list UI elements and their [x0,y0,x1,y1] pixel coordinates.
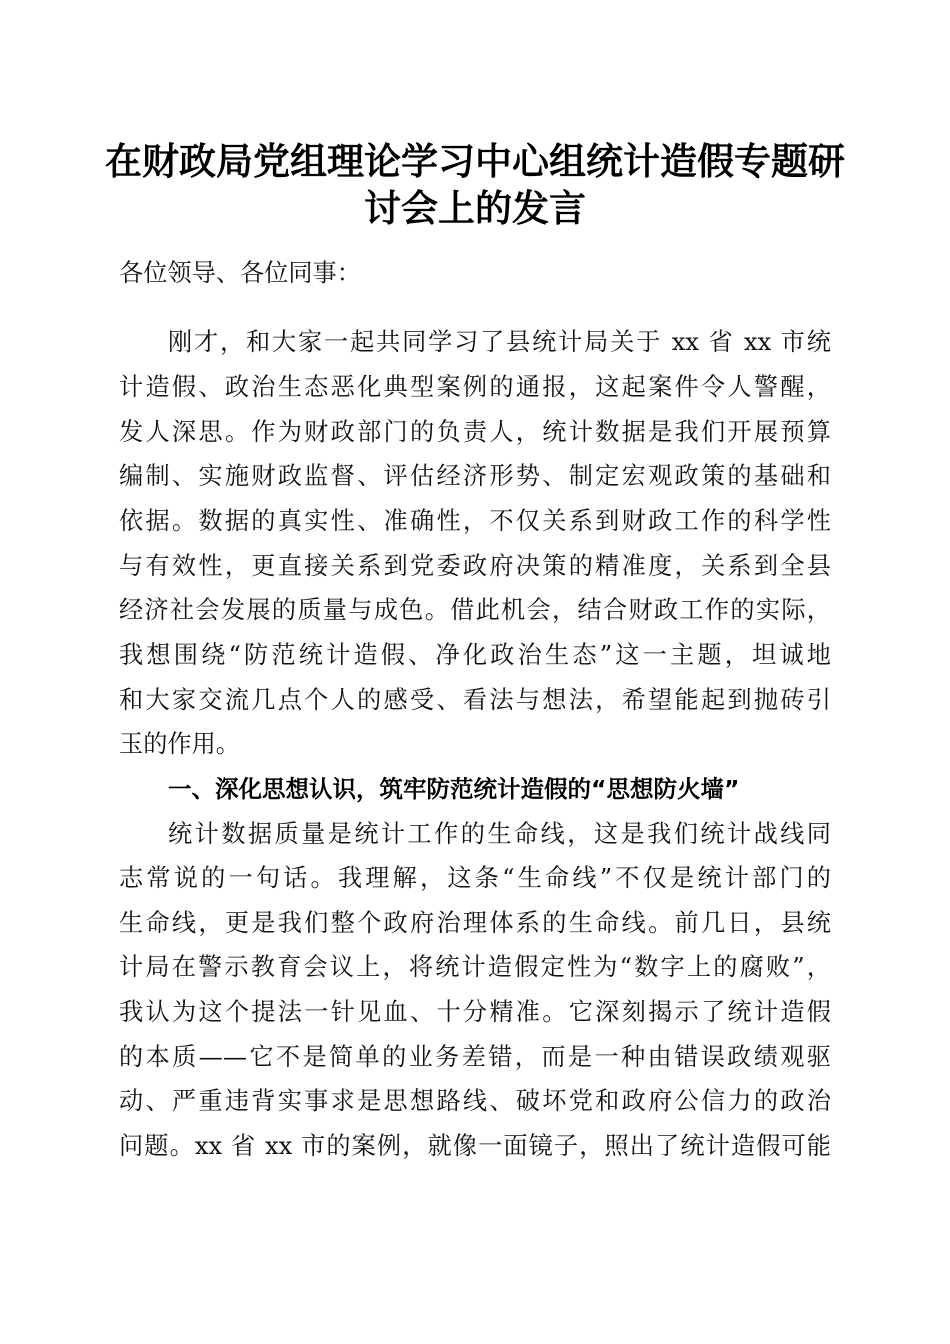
paragraph-2-line: 我认为这个提法一针见血、十分精准。它深刻揭示了统计造假 [119,998,831,1026]
section-1-heading: 一、深化思想认识，筑牢防范统计造假的“思想防火墙” [168,775,740,803]
paragraph-1-line: 玉的作用。 [119,730,240,758]
paragraph-1-line: 与有效性，更直接关系到党委政府决策的精准度，关系到全县 [119,552,831,580]
document-title-line-1: 在财政局党组理论学习中心组统计造假专题研 [105,139,845,183]
paragraph-2-line: 的本质——它不是简单的业务差错，而是一种由错误政绩观驱 [119,1043,831,1071]
paragraph-1-line: 和大家交流几点个人的感受、看法与想法，希望能起到抛砖引 [119,686,831,714]
paragraph-1-line: 发人深思。作为财政部门的负责人，统计数据是我们开展预算 [119,418,831,446]
paragraph-2-line: 动、严重违背实事求是思想路线、破坏党和政府公信力的政治 [119,1087,831,1115]
paragraph-1-line: 经济社会发展的质量与成色。借此机会，结合财政工作的实际， [119,596,831,624]
paragraph-2-line: 生命线，更是我们整个政府治理体系的生命线。前几日，县统 [119,909,831,937]
paragraph-1-line: 刚才，和大家一起共同学习了县统计局关于 xx 省 xx 市统 [168,328,831,356]
paragraph-2-line: 计局在警示教育会议上，将统计造假定性为“数字上的腐败”， [119,953,831,981]
salutation: 各位领导、各位同事： [119,259,361,287]
paragraph-1-line: 我想围绕“防范统计造假、净化政治生态”这一主题，坦诚地 [119,641,831,669]
paragraph-2-line: 志常说的一句话。我理解，这条“生命线”不仅是统计部门的 [119,864,831,892]
paragraph-1-line: 依据。数据的真实性、准确性，不仅关系到财政工作的科学性 [119,507,831,535]
paragraph-1-line: 计造假、政治生态恶化典型案例的通报，这起案件令人警醒， [119,373,831,401]
paragraph-1-line: 编制、实施财政监督、评估经济形势、制定宏观政策的基础和 [119,462,831,490]
paragraph-2-line: 问题。xx 省 xx 市的案例，就像一面镜子，照出了统计造假可能 [119,1132,831,1160]
paragraph-2-line: 统计数据质量是统计工作的生命线，这是我们统计战线同 [168,820,831,848]
document-title-line-2: 讨会上的发言 [364,186,586,230]
